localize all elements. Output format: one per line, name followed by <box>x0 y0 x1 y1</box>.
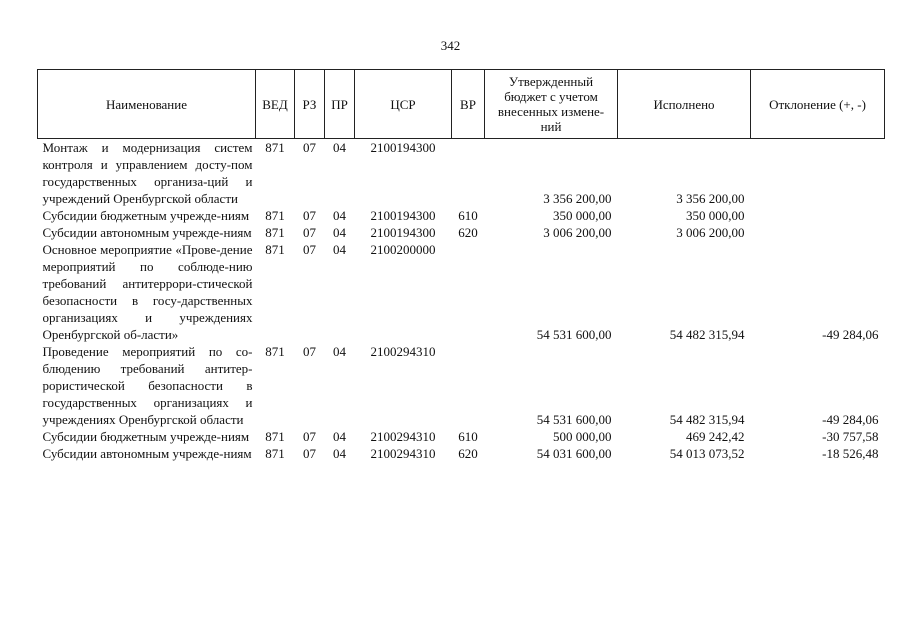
row-rz: 07 <box>303 344 316 359</box>
header-rz: РЗ <box>295 70 325 139</box>
header-name: Наименование <box>38 70 256 139</box>
row-ved: 871 <box>265 446 285 461</box>
table-row <box>38 343 885 428</box>
row-executed: 350 000,00 <box>686 208 745 223</box>
row-ved: 871 <box>265 429 285 444</box>
row-rz: 07 <box>303 225 316 240</box>
row-csr: 2100294310 <box>370 344 436 359</box>
row-csr: 2100194300 <box>370 208 436 223</box>
row-pr: 04 <box>333 208 346 223</box>
table-row <box>38 445 885 462</box>
table-row <box>38 224 885 241</box>
row-executed: 3 356 200,00 <box>676 191 745 206</box>
row-deviation: -30 757,58 <box>822 429 879 444</box>
row-deviation: -18 526,48 <box>822 446 879 461</box>
row-name: Проведение мероприятий по со-блюдению требований антитер-рористической безопасности в государственных организациях и учреждениях Оренбургской области <box>42 344 253 427</box>
row-csr: 2100200000 <box>370 242 436 257</box>
row-approved: 54 531 600,00 <box>536 327 612 342</box>
budget-execution-table <box>37 69 885 462</box>
row-name: Субсидии бюджетным учрежде-ниям <box>42 429 250 444</box>
row-executed: 54 482 315,94 <box>669 327 745 342</box>
row-rz: 07 <box>303 446 316 461</box>
table-row <box>38 241 885 343</box>
row-deviation <box>751 224 885 241</box>
header-approved-budget: Утвержденный бюджет с учетом внесенных измене-ний <box>485 70 618 139</box>
row-rz: 07 <box>303 208 316 223</box>
row-executed: 3 006 200,00 <box>676 225 745 240</box>
row-name: Основное мероприятие «Прове-дение мероприятий по соблюде-нию требований антитеррори-стической безопасности в госу-дарственных организациях и учреждениях Оренбургской об-ласти» <box>42 242 253 342</box>
row-ved: 871 <box>265 344 285 359</box>
row-csr: 2100194300 <box>370 225 436 240</box>
row-approved: 500 000,00 <box>553 429 612 444</box>
row-name: Субсидии бюджетным учрежде-ниям <box>42 208 250 223</box>
row-approved: 350 000,00 <box>553 208 612 223</box>
row-rz: 07 <box>303 140 316 155</box>
row-vr <box>452 139 485 208</box>
row-pr: 04 <box>333 446 346 461</box>
row-vr: 610 <box>458 429 478 444</box>
table-row <box>38 428 885 445</box>
row-deviation <box>751 139 885 208</box>
row-pr: 04 <box>333 429 346 444</box>
table-row <box>38 139 885 208</box>
row-approved: 3 356 200,00 <box>543 191 612 206</box>
row-vr <box>452 241 485 343</box>
row-vr: 610 <box>458 208 478 223</box>
row-ved: 871 <box>265 208 285 223</box>
header-vr: ВР <box>452 70 485 139</box>
row-csr: 2100294310 <box>370 429 436 444</box>
row-rz: 07 <box>303 242 316 257</box>
row-executed: 469 242,42 <box>686 429 745 444</box>
row-csr: 2100294310 <box>370 446 436 461</box>
row-name: Монтаж и модернизация систем контроля и управлением досту-пом государственных организа-ций и учреждений Оренбургской области <box>42 140 253 206</box>
header-csr: ЦСР <box>355 70 452 139</box>
row-deviation <box>751 207 885 224</box>
row-pr: 04 <box>333 344 346 359</box>
row-ved: 871 <box>265 225 285 240</box>
row-pr: 04 <box>333 140 346 155</box>
row-approved: 54 031 600,00 <box>536 446 612 461</box>
row-approved: 3 006 200,00 <box>543 225 612 240</box>
row-rz: 07 <box>303 429 316 444</box>
row-vr: 620 <box>458 225 478 240</box>
row-vr <box>452 343 485 428</box>
row-vr: 620 <box>458 446 478 461</box>
header-executed: Исполнено <box>618 70 751 139</box>
row-name: Субсидии автономным учрежде-ниям <box>42 446 252 461</box>
header-ved: ВЕД <box>256 70 295 139</box>
row-ved: 871 <box>265 242 285 257</box>
row-deviation: -49 284,06 <box>822 412 879 427</box>
page-number: 342 <box>440 38 461 53</box>
header-deviation: Отклонение (+, -) <box>751 70 885 139</box>
row-ved: 871 <box>265 140 285 155</box>
row-csr: 2100194300 <box>370 140 436 155</box>
table-row <box>38 207 885 224</box>
row-approved: 54 531 600,00 <box>536 412 612 427</box>
row-deviation: -49 284,06 <box>822 327 879 342</box>
row-executed: 54 013 073,52 <box>669 446 745 461</box>
row-pr: 04 <box>333 225 346 240</box>
row-pr: 04 <box>333 242 346 257</box>
row-executed: 54 482 315,94 <box>669 412 745 427</box>
header-pr: ПР <box>325 70 355 139</box>
table-header-row <box>38 70 885 139</box>
row-name: Субсидии автономным учрежде-ниям <box>42 225 252 240</box>
